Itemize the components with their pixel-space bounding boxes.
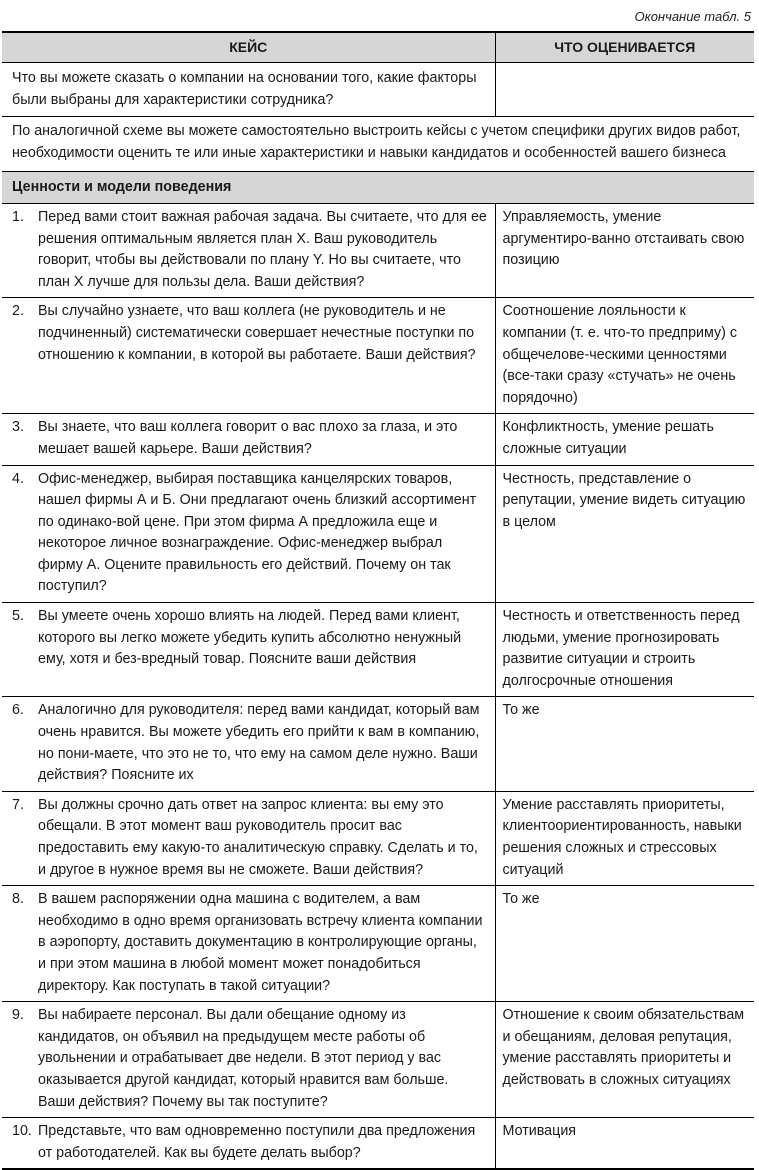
case-row (2, 886, 754, 1002)
case-question-cell (2, 298, 495, 414)
intro-row (2, 63, 754, 117)
case-evaluated: Соотношение лояльности к компании (т. е. что-то предприму) с общечелове-ческими ценностями (все-таки сразу «стучать» не очень порядочно) (495, 298, 754, 414)
case-question: Перед вами стоит важная рабочая задача. Вы считаете, что для ее решения оптимальным является план X. Ваш руководитель говорит, чтобы вы действовали по плану Y. Но вы считаете, что план X лучше для пользы дела. Ваши действия? (38, 208, 487, 290)
case-evaluated: Конфликтность, умение решать сложные ситуации (495, 414, 754, 465)
case-number: 1. (12, 208, 24, 225)
case-question: В вашем распоряжении одна машина с водителем, а вам необходимо в одно время организовать встречу клиента компании в аэропорту, доставить документацию в контролирующие органы, и при этом машина в любой момент может понадобиться директору. Как поступать в такой ситуации? (38, 891, 483, 994)
case-question: Вы должны срочно дать ответ на запрос клиента: вы ему это обещали. В этот момент ваш руководитель просит вас предоставить ему какую-то аналитическую справку. Сделать и то, и другое в нужное время вы не сможете. Ваши действия? (38, 796, 478, 878)
case-row (2, 1002, 754, 1118)
case-evaluated: Честность, представление о репутации, умение видеть ситуацию в целом (495, 465, 754, 603)
case-question: Вы умеете очень хорошо влиять на людей. Перед вами клиент, которого вы легко можете убедить купить абсолютно ненужный ему, хотя и без-вредный товар. Поясните ваши действия (38, 608, 462, 668)
case-question: Представьте, что вам одновременно поступили два предложения от работодателей. Как вы будете делать выбор? (38, 1123, 476, 1161)
case-question: Аналогично для руководителя: перед вами кандидат, который вам очень нравится. Вы можете убедить его прийти к вам в компанию, но пони-маете, что это не то, что ему на самом деле нужно. Ваши действия? Поясните их (38, 702, 480, 784)
table-caption: Окончание табл. 5 (634, 9, 751, 24)
section-header-row (2, 172, 754, 204)
case-evaluated: Умение расставлять приоритеты, клиентоориентированность, навыки решения сложных и стрессовых ситуаций (495, 791, 754, 885)
case-question-cell (2, 414, 495, 465)
case-row (2, 465, 754, 603)
intro-answer (495, 63, 754, 117)
case-row (2, 791, 754, 885)
header-case: КЕЙС (2, 32, 495, 63)
case-question: Вы знаете, что ваш коллега говорит о вас плохо за глаза, и это мешает вашей карьере. Ваши действия? (38, 419, 458, 457)
case-evaluated: Честность и ответственность перед людьми, умение прогнозировать развитие ситуации и строить долгосрочные отношения (495, 603, 754, 697)
case-number: 3. (12, 419, 24, 436)
case-evaluated: Управляемость, умение аргументиро-ванно отстаивать свою позицию (495, 203, 754, 297)
note-row (2, 117, 754, 172)
case-number: 6. (12, 702, 24, 719)
case-row (2, 203, 754, 297)
section-title: Ценности и модели поведения (2, 172, 754, 204)
case-evaluated: То же (495, 886, 754, 1002)
case-question: Вы набираете персонал. Вы дали обещание одному из кандидатов, он объявил на предыдущем месте работы об увольнении и отрабатывает две недели. В этот период у вас оказывается другой кандидат, который нравится вам больше. Ваши действия? Почему вы так поступите? (38, 1007, 449, 1110)
case-question-cell (2, 697, 495, 791)
case-question-cell (2, 886, 495, 1002)
table-header (2, 32, 754, 63)
header-evaluated: ЧТО ОЦЕНИВАЕТСЯ (495, 32, 754, 63)
cases-table (2, 31, 754, 1170)
case-question-cell (2, 791, 495, 885)
case-row (2, 414, 754, 465)
case-question-cell (2, 603, 495, 697)
case-evaluated: Отношение к своим обязательствам и обещаниям, деловая репутация, умение расставлять приоритеты и действовать в сложных ситуациях (495, 1002, 754, 1118)
case-evaluated: То же (495, 697, 754, 791)
case-number: 4. (12, 470, 24, 487)
intro-question: Что вы можете сказать о компании на основании того, какие факторы были выбраны для характеристики сотрудника? (2, 63, 495, 117)
case-question-cell (2, 1002, 495, 1118)
case-number: 10. (12, 1123, 32, 1140)
case-number: 8. (12, 891, 24, 908)
case-number: 7. (12, 796, 24, 813)
case-question: Офис-менеджер, выбирая поставщика канцелярских товаров, нашел фирмы А и Б. Они предлагают очень близкий ассортимент по одинако-вой цене. При этом фирма А предложила еще и некоторое личное вознаграждение. Офис-менеджер выбрал фирму А. Оцените правильность его действий. Почему он так поступил? (38, 470, 477, 595)
case-row (2, 1118, 754, 1170)
case-question-cell (2, 203, 495, 297)
case-question-cell (2, 465, 495, 603)
case-row (2, 603, 754, 697)
case-question-cell (2, 1118, 495, 1170)
case-row (2, 298, 754, 414)
case-row (2, 697, 754, 791)
note-text: По аналогичной схеме вы можете самостоятельно выстроить кейсы с учетом специфики других видов работ, необходимости оценить те или иные характеристики и навыки кандидатов и особенностей вашего бизнеса (2, 117, 754, 172)
case-evaluated: Мотивация (495, 1118, 754, 1170)
case-number: 5. (12, 608, 24, 625)
case-number: 9. (12, 1007, 24, 1024)
case-question: Вы случайно узнаете, что ваш коллега (не руководитель и не подчиненный) систематически совершает нечестные поступки по отношению к компании, в которой вы работаете. Ваши действия? (38, 303, 476, 363)
case-number: 2. (12, 303, 24, 320)
